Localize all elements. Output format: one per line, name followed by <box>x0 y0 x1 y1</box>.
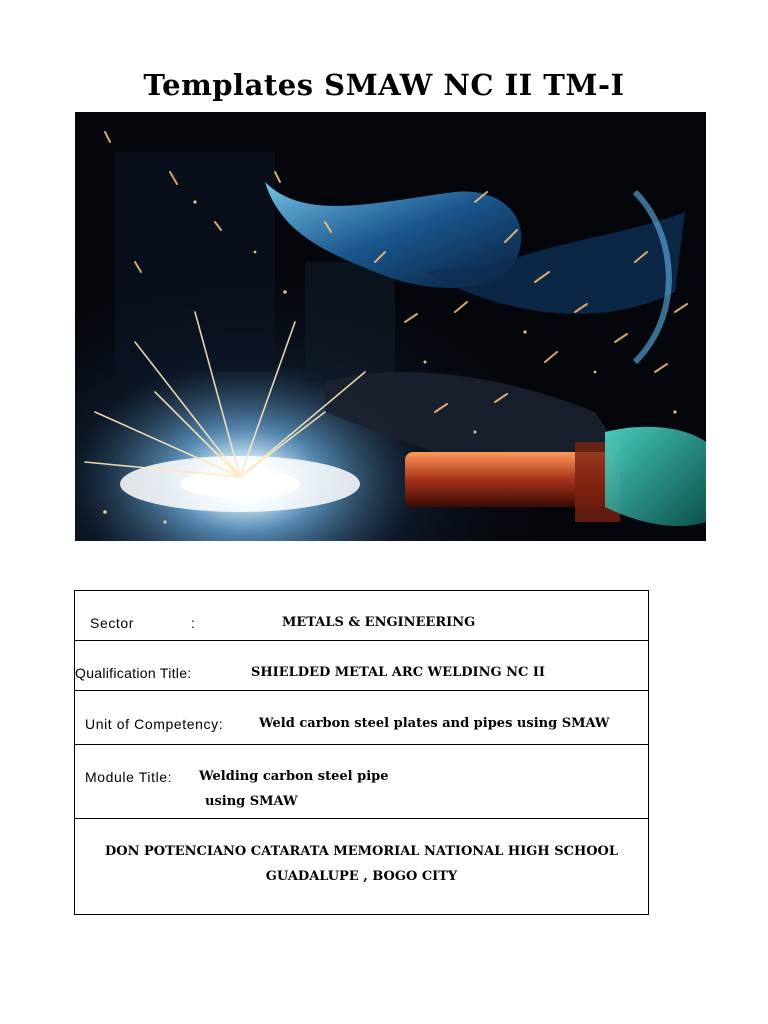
unit-value: Weld carbon steel plates and pipes using SMAW <box>259 716 610 731</box>
welding-photo-illustration <box>75 112 706 541</box>
sector-row <box>75 591 648 641</box>
sector-value: METALS & ENGINEERING <box>282 615 476 630</box>
module-value-line2: using SMAW <box>205 794 298 809</box>
module-value-line1: Welding carbon steel pipe <box>199 769 389 784</box>
qualification-row <box>75 641 648 691</box>
module-row <box>75 745 648 819</box>
module-label: Module Title: <box>85 769 173 785</box>
sector-label: Sector <box>90 615 135 631</box>
qualification-value: SHIELDED METAL ARC WELDING NC II <box>251 665 545 680</box>
unit-row <box>75 691 648 745</box>
qualification-label: Qualification Title: <box>75 665 192 681</box>
school-name: DON POTENCIANO CATARATA MEMORIAL NATIONAL HIGH SCHOOL <box>104 844 619 859</box>
unit-label: Unit of Competency: <box>85 716 224 732</box>
sector-colon: : <box>191 615 196 631</box>
page-title: Templates SMAW NC II TM-I <box>143 68 625 102</box>
module-info-table <box>74 590 649 915</box>
welding-photo <box>75 112 706 541</box>
school-location: GUADALUPE , BOGO CITY <box>265 869 458 884</box>
school-row <box>75 819 648 914</box>
